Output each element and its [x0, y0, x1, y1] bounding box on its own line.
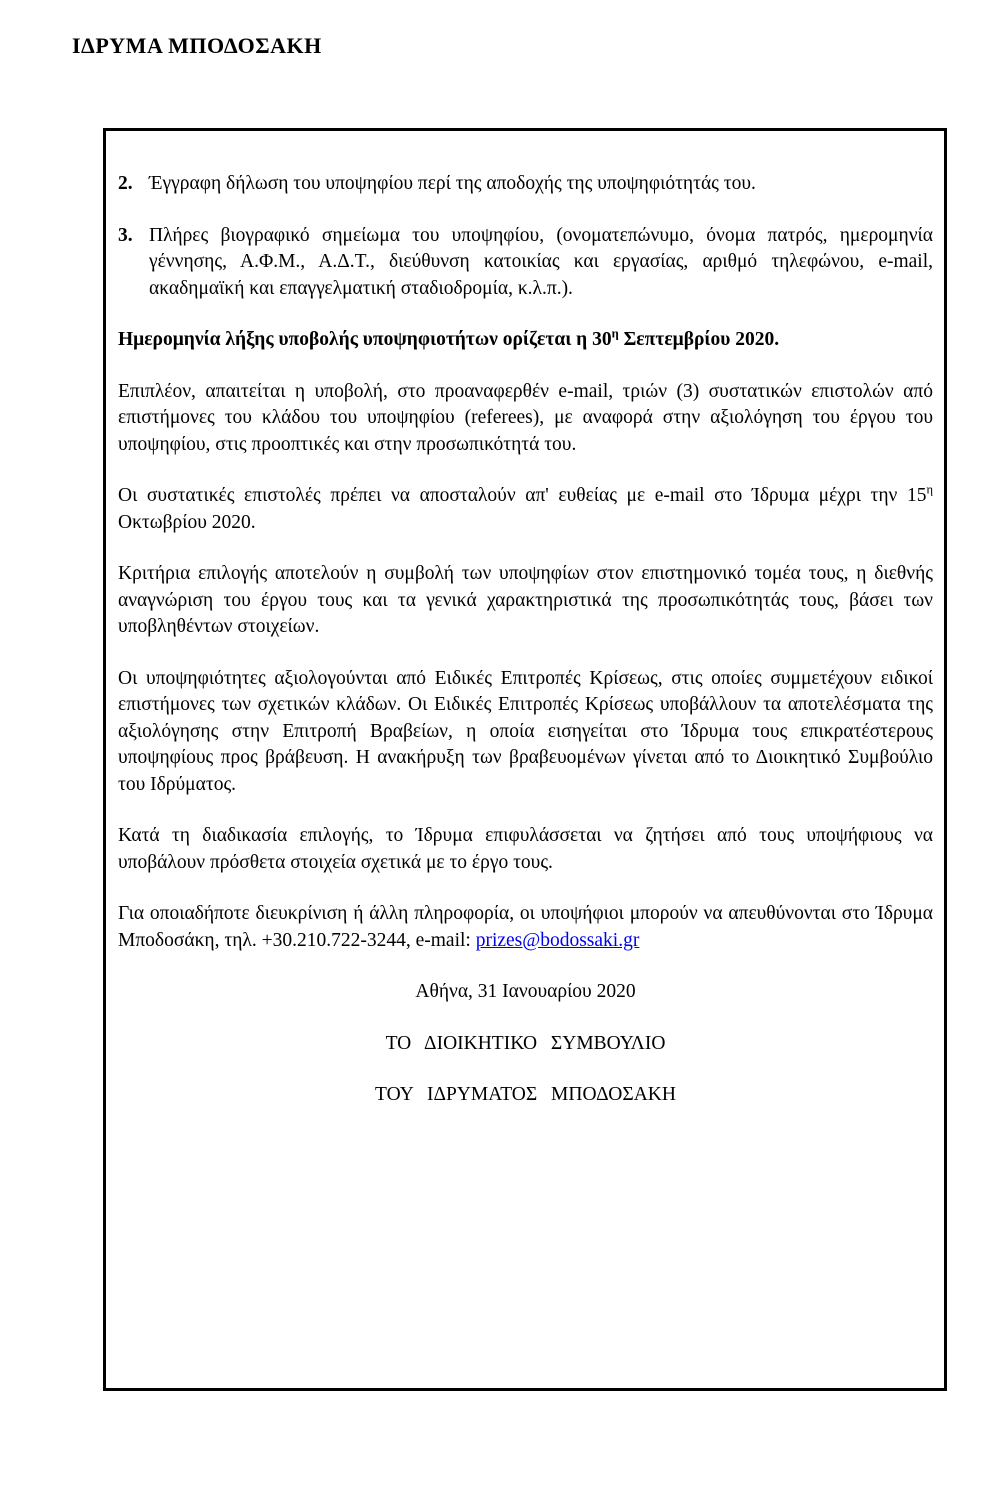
deadline-text-post: Σεπτεμβρίου 2020. [618, 329, 780, 350]
list-item-number: 2. [118, 173, 133, 194]
paragraph-evaluation-committees: Οι υποψηφιότητες αξιολογούνται από Ειδικές Επιτροπές Κρίσεως, στις οποίες συμμετέχουν ειδικοί επιστήμονες των σχετικών κλάδων. Οι Ειδικές Επιτροπές Κρίσεως υποβάλλουν τα αποτελέσματα της αξιολόγησης στην Επιτροπή Βραβείων, η οποία εισηγείται στο Ίδρυμα τους επικρατέστερους υποψηφίους προς βράβευση. Η ανακήρυξη των βραβευομένων γίνεται από το Διοικητικό Συμβούλιο του Ιδρύματος. [118, 667, 933, 795]
deadline-text-pre: Ημερομηνία λήξης υποβολής υποψηφιοτήτων ορίζεται η 30 [118, 329, 612, 350]
page-title: ΙΔΡΥΜΑ ΜΠΟΔΟΣΑΚΗ [72, 33, 322, 58]
paragraph-additional-info: Κατά τη διαδικασία επιλογής, το Ίδρυμα επιφυλάσσεται να ζητήσει από τους υποψήφιους να υποβάλουν πρόσθετα στοιχεία σχετικά με το έργο τους. [118, 825, 933, 873]
notice-box [103, 128, 947, 1391]
closing-board-line-2: ΤΟΥ ΙΔΡΥΜΑΤΟΣ ΜΠΟΔΟΣΑΚΗ [375, 1084, 676, 1105]
requirements-list [118, 171, 933, 302]
paragraph-letters-deadline [118, 483, 933, 536]
contact-text: Για οποιαδήποτε διευκρίνιση ή άλλη πληροφορία, οι υποψήφιοι μπορούν να απευθύνονται στο Ίδρυμα Μποδοσάκη, τηλ. +30.210.722-3244, e-mail: [118, 903, 933, 951]
paragraph-referee-letters: Επιπλέον, απαιτείται η υποβολή, στο προαναφερθέν e-mail, τριών (3) συστατικών επιστολών από επιστήμονες του κλάδου του υποψηφίου (referees), με αναφορά στην αξιολόγηση του έργου του υποψηφίου, στις προοπτικές και στην προσωπικότητά του. [118, 380, 933, 455]
paragraph-selection-criteria: Κριτήρια επιλογής αποτελούν η συμβολή των υποψηφίων στον επιστημονικό τομέα τους, η διεθνής αναγνώριση του έργου τους και τα γενικά χαρακτηριστικά της προσωπικότητάς τους, βάσει των υποβληθέντων στοιχείων. [118, 563, 933, 637]
letters-text-pre: Οι συστατικές επιστολές πρέπει να αποσταλούν απ' ευθείας με e-mail στο Ίδρυμα μέχρι την 15 [118, 485, 927, 506]
list-item [118, 223, 933, 303]
deadline-ordinal-suffix: η [611, 326, 619, 341]
paragraph-contact [118, 901, 933, 954]
closing-date: Αθήνα, 31 Ιανουαρίου 2020 [415, 981, 636, 1002]
letters-ordinal-suffix: η [926, 482, 933, 497]
list-item-text: Έγγραφη δήλωση του υποψηφίου περί της αποδοχής της υποψηφιότητάς του. [149, 173, 756, 194]
list-item-text: Πλήρες βιογραφικό σημείωμα του υποψηφίου, (ονοματεπώνυμο, όνομα πατρός, ημερομηνία γέννησης, Α.Φ.Μ., Α.Δ.Τ., διεύθυνση κατοικίας και εργασίας, αριθμό τηλεφώνου, e-mail, ακαδημαϊκή και επαγγελματική σταδιοδρομία, κ.λ.π.). [149, 224, 933, 299]
contact-email-link[interactable]: prizes@bodossaki.gr [475, 929, 640, 951]
deadline-statement [118, 327, 933, 354]
letters-text-post: Οκτωβρίου 2020. [118, 511, 256, 533]
list-item [118, 171, 933, 198]
list-item-number: 3. [118, 224, 133, 246]
closing-board-line-1: ΤΟ ΔΙΟΙΚΗΤΙΚΟ ΣΥΜΒΟΥΛΙΟ [385, 1032, 666, 1054]
